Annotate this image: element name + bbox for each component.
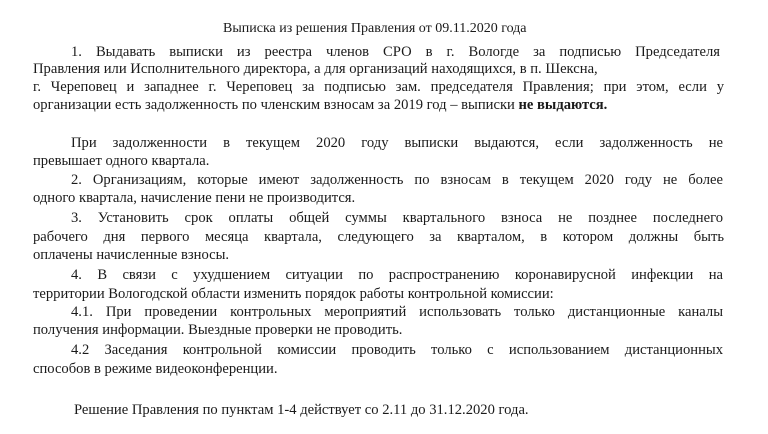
document-title: Выписка из решения Правления от 09.11.2020 года [223,21,527,36]
text-line: способов в режиме видеоконференции. [33,361,278,377]
text-line: рабочего дня первого месяца квартала, следующего за кварталом, в котором должны быть [33,229,724,245]
text-line: территории Вологодской области изменить порядок работы контрольной комиссии: [33,286,554,302]
text-line: 1. Выдавать выписки из реестра членов СРО в г. Вологде за подписью Председателя [71,44,720,60]
text-line: 2. Организациям, которые имеют задолженность по взносам в текущем 2020 году не более [71,172,723,188]
text-line: 3. Установить срок оплаты общей суммы квартального взноса не позднее последнего [71,210,723,226]
text-line: При задолженности в текущем 2020 году выписки выдаются, если задолженность не [71,135,723,151]
text-line: Правления или Исполнительного директора, а для организаций находящихся, в п. Шексна, [33,61,598,77]
text-line: 4.2 Заседания контрольной комиссии проводить только с использованием дистанционных [71,342,723,358]
decision-validity-line: Решение Правления по пунктам 1-4 действует со 2.11 до 31.12.2020 года. [74,402,529,418]
text-line: 4.1. При проведении контрольных мероприятий использовать только дистанционные каналы [71,304,723,320]
text-line: превышает одного квартала. [33,153,210,169]
text-line: 4. В связи с ухудшением ситуации по распространению коронавирусной инфекции на [71,267,723,283]
bold-text: не выдаются. [518,97,608,113]
text-line: оплачены начисленные взносы. [33,247,230,263]
text-line: одного квартала, начисление пени не производится. [33,190,356,206]
text-line: получения информации. Выездные проверки не проводить. [33,322,403,338]
text-segment: организации есть задолженность по членским взносам за 2019 год – выписки [33,97,519,113]
text-line [33,97,607,114]
text-line: г. Череповец и западнее г. Череповец за подписью зам. председателя Правления; при этом, если у [33,79,724,95]
